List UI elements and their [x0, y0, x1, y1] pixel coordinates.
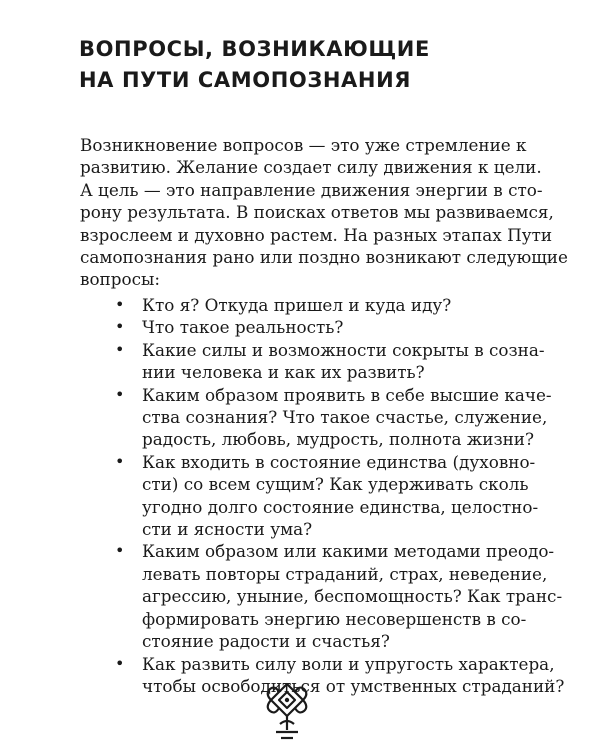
bullet-icon: • — [115, 541, 125, 561]
question-item — [80, 294, 512, 316]
intro-paragraph — [80, 134, 568, 291]
question-line: левать повторы страданий, страх, неведение, — [142, 563, 548, 584]
question-line: ства сознания? Что такое счастье, служение, — [142, 407, 548, 428]
intro-line: вопросы: — [80, 269, 160, 290]
bullet-icon: • — [115, 384, 125, 404]
heading-line: ВОПРОСЫ, ВОЗНИКАЮЩИЕ — [79, 37, 430, 61]
intro-line: А цель — это направление движения энергии в сто- — [80, 179, 543, 200]
knot-ornament-icon — [262, 680, 312, 740]
questions-list — [80, 294, 565, 697]
question-line: угодно долго состояние единства, целостно- — [142, 496, 539, 517]
question-item — [80, 384, 552, 451]
question-line: Какие силы и возможности сокрыты в созна- — [142, 339, 545, 360]
question-line: Каким образом проявить в себе высшие каче- — [142, 384, 552, 405]
bullet-icon: • — [115, 295, 125, 314]
bullet-icon: • — [115, 653, 125, 673]
question-line: радость, любовь, мудрость, полнота жизни? — [142, 429, 534, 450]
intro-line: развитию. Желание создает силу движения к цели. — [80, 157, 542, 178]
heading-line: НА ПУТИ САМОПОЗНАНИЯ — [79, 68, 412, 92]
question-line: нии человека и как их развить? — [142, 362, 425, 383]
intro-line: Возникновение вопросов — это уже стремление к — [80, 135, 527, 155]
bullet-icon: • — [115, 451, 125, 471]
chapter-heading — [79, 34, 539, 96]
question-item — [80, 316, 512, 338]
question-line: Каким образом или какими методами преодо- — [142, 541, 555, 562]
intro-line: взрослеем и духовно растем. На разных этапах Пути — [80, 224, 553, 245]
bullet-icon: • — [115, 317, 125, 337]
question-line: формировать энергию несовершенств в со- — [142, 608, 527, 629]
question-line: агрессию, уныние, беспомощность? Как транс- — [142, 586, 563, 607]
question-line: Что такое реальность? — [142, 317, 344, 338]
question-line: стояние радости и счастья? — [142, 631, 390, 652]
question-line: Как развить силу воли и упругость характера, — [142, 653, 555, 674]
question-line: сти и ясности ума? — [142, 519, 313, 540]
intro-line: самопознания рано или поздно возникают следующие — [80, 247, 568, 268]
intro-line: рону результата. В поисках ответов мы развиваемся, — [80, 202, 554, 223]
question-item — [80, 540, 563, 652]
question-line: чтобы освободиться от умственных страданий? — [142, 675, 565, 696]
question-line: сти) со всем сущим? Как удерживать сколь — [142, 474, 529, 495]
question-line: Как входить в состояние единства (духовно- — [142, 451, 536, 472]
question-line: Кто я? Откуда пришел и куда иду? — [142, 295, 452, 315]
bullet-icon: • — [115, 339, 125, 359]
question-item — [80, 451, 539, 541]
question-item — [80, 339, 545, 384]
